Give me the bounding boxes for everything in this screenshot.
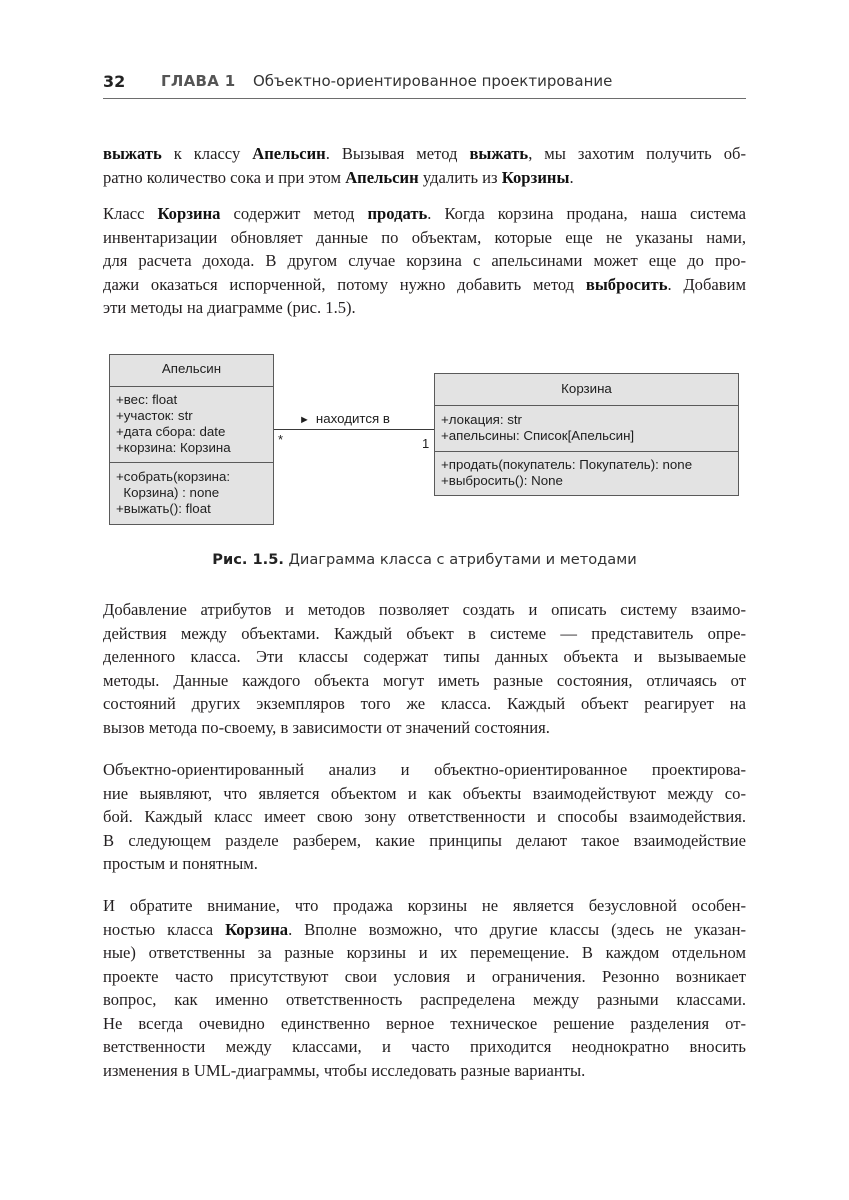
text-run: ветственности между классами, и часто приходится неоднократно вносить — [103, 1037, 746, 1056]
text-run: действия между объектами. Каждый объект в системе — представитель опре- — [103, 623, 746, 643]
text-line — [103, 202, 746, 226]
text-run: . Вполне возможно, что другие классы (здесь не указан- — [288, 919, 746, 939]
text-line — [103, 758, 746, 782]
attribute: +локация: str — [441, 412, 522, 427]
chapter-label: ГЛАВА 1 — [161, 72, 236, 90]
text-run: деленного класса. Эти классы содержат типы данных объекта и вызываемые — [103, 647, 746, 666]
methods-section — [110, 469, 273, 517]
text-run: удалить из — [418, 167, 502, 187]
association-label — [299, 411, 390, 426]
divider — [435, 451, 738, 452]
class-name: Апельсин — [161, 361, 222, 376]
attributes-section — [435, 412, 738, 444]
text-line — [103, 918, 746, 942]
paragraph-2 — [103, 202, 746, 320]
divider — [435, 405, 738, 406]
text-run: проекте часто присутствуют свои условия и ограничения. Резонно возникает — [103, 966, 746, 986]
text-run: ратно количество сока и при этом — [103, 167, 346, 187]
text-line — [103, 166, 746, 190]
text-line — [103, 965, 746, 989]
emphasis-term: выбросить — [585, 274, 668, 294]
emphasis-term: Корзина — [225, 919, 289, 939]
text-line — [103, 226, 746, 250]
method: +собрать(корзина: — [116, 469, 231, 484]
text-run: ные) ответственны за разные корзины и их перемещение. В каждом отдельном — [103, 943, 746, 962]
text-run: содержит метод — [220, 204, 368, 223]
text-run: . Когда корзина продана, наша система — [427, 204, 746, 223]
text-line — [103, 782, 746, 806]
text-run: изменения в UML-диаграммы, чтобы исследовать разные варианты. — [103, 1060, 586, 1080]
text-line — [103, 598, 746, 622]
text-run: Объектно-ориентированный анализ и объектно-ориентированное проектирова- — [103, 760, 746, 779]
paragraph-1 — [103, 142, 746, 189]
text-line — [103, 829, 746, 853]
uml-class-orange — [109, 354, 274, 525]
emphasis-term: Апельсин — [345, 167, 419, 187]
text-line — [103, 142, 746, 166]
attribute: +вес: float — [116, 392, 178, 407]
text-run: состояний других экземпляров того же класса. Каждый объект реагирует на — [103, 694, 746, 713]
text-run: Добавление атрибутов и методов позволяет создать и описать систему взаимо- — [103, 600, 746, 619]
text-line — [103, 1059, 746, 1083]
figure-caption — [103, 551, 746, 568]
text-run: Класс — [103, 204, 158, 223]
text-run: ние выявляют, что является объектом и как объекты взаимодействуют между со- — [103, 783, 746, 803]
running-header — [103, 68, 746, 99]
text-run: инвентаризации обновляет данные по объектам, которые еще не указаны нами, — [103, 227, 746, 247]
page-number: 32 — [103, 72, 126, 91]
emphasis-term: Корзины — [501, 167, 570, 187]
attribute: +дата сбора: date — [116, 424, 226, 439]
text-run: простым и понятным. — [103, 854, 258, 873]
chapter-title: Объектно-ориентированное проектирование — [253, 72, 613, 90]
method: Корзина) : none — [116, 485, 220, 500]
method: +выбросить(): None — [441, 473, 563, 488]
emphasis-term: Корзина — [157, 204, 221, 223]
divider — [110, 462, 273, 463]
uml-class-basket — [434, 373, 739, 496]
text-run: И обратите внимание, что продажа корзины не является безусловной особен- — [103, 896, 746, 915]
divider — [110, 386, 273, 387]
text-run: . Добавим — [667, 274, 747, 294]
text-run: бой. Каждый класс имеет свою зону ответственности и способы взаимодействия. — [103, 807, 746, 826]
text-line — [103, 273, 746, 297]
text-run: вызов метода по-своему, в зависимости от значений состояния. — [103, 717, 550, 737]
paragraph-3 — [103, 598, 746, 739]
attribute: +корзина: Корзина — [116, 440, 231, 455]
text-run: . Вызывая метод — [325, 144, 470, 163]
method: +выжать(): float — [116, 501, 211, 516]
text-run: . — [569, 167, 574, 187]
text-line — [103, 622, 746, 646]
emphasis-term: выжать — [103, 144, 162, 163]
text-line — [103, 805, 746, 829]
text-run: ностью класса — [103, 919, 226, 939]
paragraph-4 — [103, 758, 746, 876]
text-run: В следующем разделе разберем, какие принципы делают такое взаимодействие — [103, 830, 746, 850]
direction-arrow-icon: ► — [299, 414, 310, 426]
attribute: +участок: str — [116, 408, 193, 423]
association-name: находится в — [315, 411, 390, 426]
multiplicity-target: 1 — [422, 436, 430, 451]
methods-section — [435, 457, 738, 489]
class-name: Корзина — [561, 381, 612, 396]
attribute: +апельсины: Список[Апельсин] — [441, 428, 635, 443]
text-line — [103, 894, 746, 918]
text-run: методы. Данные каждого объекта могут иметь разные состояния, отличаясь от — [103, 670, 746, 690]
text-run: к классу — [161, 144, 253, 163]
emphasis-term: Апельсин — [252, 144, 326, 163]
text-line — [103, 1012, 746, 1036]
text-line — [103, 692, 746, 716]
figure-caption-text: Диаграмма класса с атрибутами и методами — [283, 551, 637, 568]
association-line — [274, 429, 434, 430]
text-run: эти методы на диаграмме (рис. 1.5). — [103, 298, 356, 317]
text-line — [103, 716, 746, 740]
text-line — [103, 645, 746, 669]
text-line — [103, 296, 746, 320]
text-line — [103, 249, 746, 273]
text-line — [103, 941, 746, 965]
text-run: для расчета дохода. В другом случае корзина с апельсинами может еще до про- — [103, 251, 746, 270]
text-run: вопрос, как именно ответственность распределена между разными классами. — [103, 990, 746, 1009]
emphasis-term: выжать — [469, 144, 529, 163]
text-line — [103, 988, 746, 1012]
attributes-section — [110, 392, 273, 456]
paragraph-5 — [103, 894, 746, 1082]
text-line — [103, 1035, 746, 1059]
text-run: дажи оказаться испорченной, потому нужно добавить метод — [103, 274, 586, 294]
text-run: Не всегда очевидно единственно верное техническое решение разделения от- — [103, 1013, 746, 1033]
figure-label: Рис. 1.5. — [212, 551, 284, 568]
text-run: , мы захотим получить об- — [528, 144, 746, 163]
text-line — [103, 669, 746, 693]
method: +продать(покупатель: Покупатель): none — [441, 457, 693, 472]
multiplicity-source: * — [278, 432, 284, 447]
text-line — [103, 852, 746, 876]
emphasis-term: продать — [367, 204, 428, 223]
